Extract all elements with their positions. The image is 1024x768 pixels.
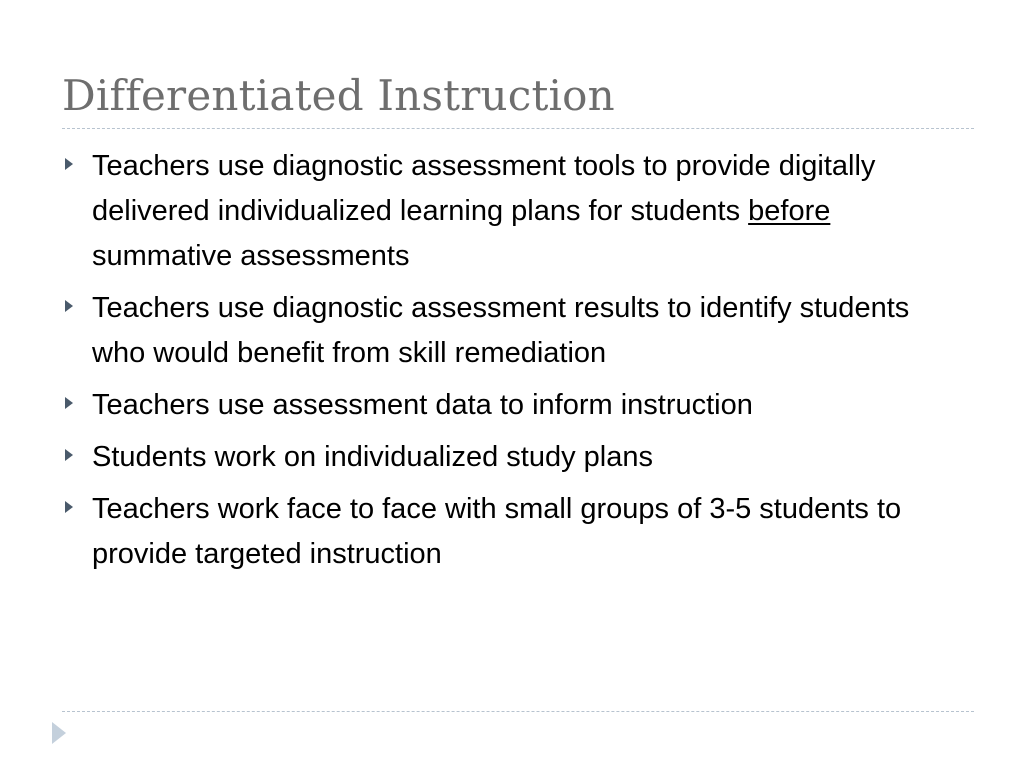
bullet-text: Teachers use assessment data to inform instruction (92, 389, 753, 421)
bullet-text-part: Teachers use diagnostic assessment tools to provide digitally delivered individualized learning plans for students (92, 150, 876, 227)
bullet-emphasis: before (748, 195, 831, 227)
slide-title: Differentiated Instruction (62, 71, 615, 120)
bullet-text: Teachers use diagnostic assessment results to identify students who would benefit from skill remediation (92, 292, 910, 369)
bullet-item (62, 487, 962, 577)
bullet-text: Students work on individualized study plans (92, 441, 653, 473)
bullet-item (62, 286, 962, 376)
bullet-text-part: summative assessments (92, 240, 410, 272)
footer-divider (62, 711, 974, 712)
triangle-bullet-icon (65, 501, 73, 513)
bullet-item (62, 435, 962, 480)
triangle-bullet-icon (65, 397, 73, 409)
bullet-text (92, 144, 962, 279)
triangle-bullet-icon (65, 449, 73, 461)
bullet-item (62, 383, 962, 428)
next-slide-arrow-icon[interactable] (52, 722, 66, 744)
bullet-list (62, 144, 962, 584)
triangle-bullet-icon (65, 158, 73, 170)
bullet-text: Teachers work face to face with small groups of 3-5 students to provide targeted instruction (92, 493, 902, 570)
triangle-bullet-icon (65, 300, 73, 312)
bullet-item (62, 144, 962, 279)
title-divider (62, 128, 974, 129)
